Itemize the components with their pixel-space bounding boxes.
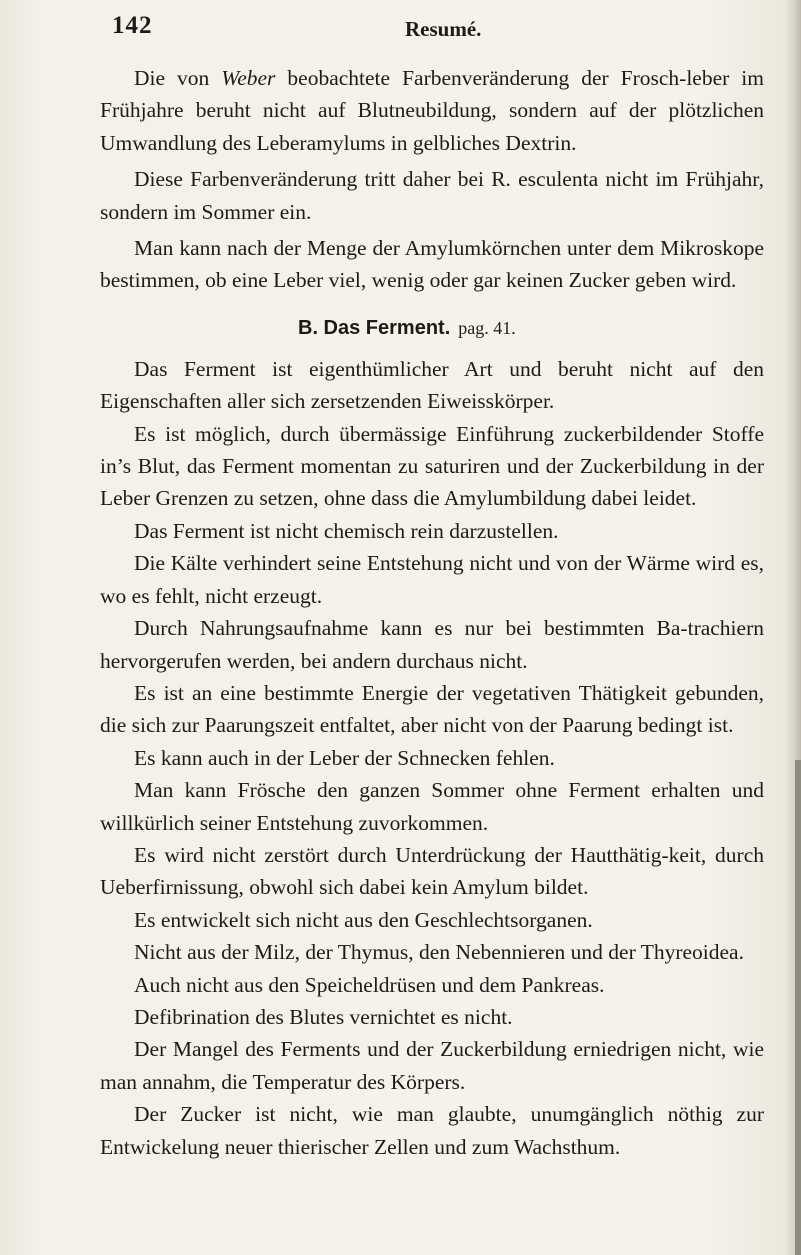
paragraph: Das Ferment ist eigenthümlicher Art und beruht nicht auf den Eigenschaften aller sich zersetzenden Eiweisskörper. (100, 356, 764, 414)
paragraph: Es wird nicht zerstört durch Unterdrückung der Hautthätig-keit, durch Ueberfirnissung, obwohl sich dabei kein Amylum bildet. (100, 842, 764, 900)
paragraph: Diese Farbenveränderung tritt daher bei R. esculenta nicht im Frühjahr, sondern im Sommer ein. (100, 167, 764, 224)
paragraph: Es ist möglich, durch übermässige Einführung zuckerbildender Stoffe in’s Blut, das Ferment momentan zu saturiren und der Zuckerbildung in der Leber Grenzen zu setzen, ohne dass die Amylumbildung dabei leidet. (100, 421, 764, 511)
paragraph: Der Mangel des Ferments und der Zuckerbildung erniedrigen nicht, wie man annahm, die Temperatur des Körpers. (100, 1037, 764, 1094)
paragraph: Auch nicht aus den Speicheldrüsen und dem Pankreas. (134, 972, 605, 997)
paragraph: Es ist an eine bestimmte Energie der vegetativen Thätigkeit gebunden, die sich zur Paarungszeit entfaltet, aber nicht von der Paarung bedingt ist. (100, 680, 764, 738)
paragraph: Man kann Frösche den ganzen Sommer ohne Ferment erhalten und willkürlich seiner Entstehung zuvorkommen. (100, 778, 764, 835)
paragraph: Nicht aus der Milz, der Thymus, den Nebennieren und der Thyreoidea. (134, 940, 744, 965)
paragraph: Das Ferment ist nicht chemisch rein darzustellen. (134, 518, 559, 543)
page-edge-dark (795, 760, 801, 1255)
paragraph-weber (100, 62, 764, 159)
paragraph: Der Zucker ist nicht, wie man glaubte, unumgänglich nöthig zur Entwickelung neuer thierischer Zellen und zum Wachsthum. (100, 1102, 764, 1159)
section-page-reference: pag. 41. (458, 317, 516, 338)
section-heading (100, 311, 764, 345)
body-text (100, 62, 764, 1163)
paragraph-text: beobachtete Farbenveränderung der Frosch-leber im Frühjahre beruht nicht auf Blutneubildung, sondern auf der plötzlichen Umwandlung des Leberamylums in gelbliches Dextrin. (100, 66, 764, 155)
running-head: Resumé. (405, 17, 482, 41)
section-title: B. Das Ferment. (298, 316, 451, 339)
paragraph: Durch Nahrungsaufnahme kann es nur bei bestimmten Ba-trachiern hervorgerufen werden, bei andern durchaus nicht. (100, 616, 764, 673)
author-name-italic: Weber (221, 66, 276, 90)
paragraph: Es kann auch in der Leber der Schnecken fehlen. (134, 745, 555, 770)
paragraph: Man kann nach der Menge der Amylumkörnchen unter dem Mikroskope bestimmen, ob eine Leber viel, wenig oder gar keinen Zucker geben wird. (100, 236, 764, 293)
page-number: 142 (112, 12, 153, 39)
paragraph: Defibrination des Blutes vernichtet es nicht. (134, 1004, 513, 1029)
paragraph: Die Kälte verhindert seine Entstehung nicht und von der Wärme wird es, wo es fehlt, nicht erzeugt. (100, 551, 764, 608)
paragraph: Es entwickelt sich nicht aus den Geschlechtsorganen. (134, 907, 593, 932)
paragraph-text: Die von (134, 66, 222, 90)
